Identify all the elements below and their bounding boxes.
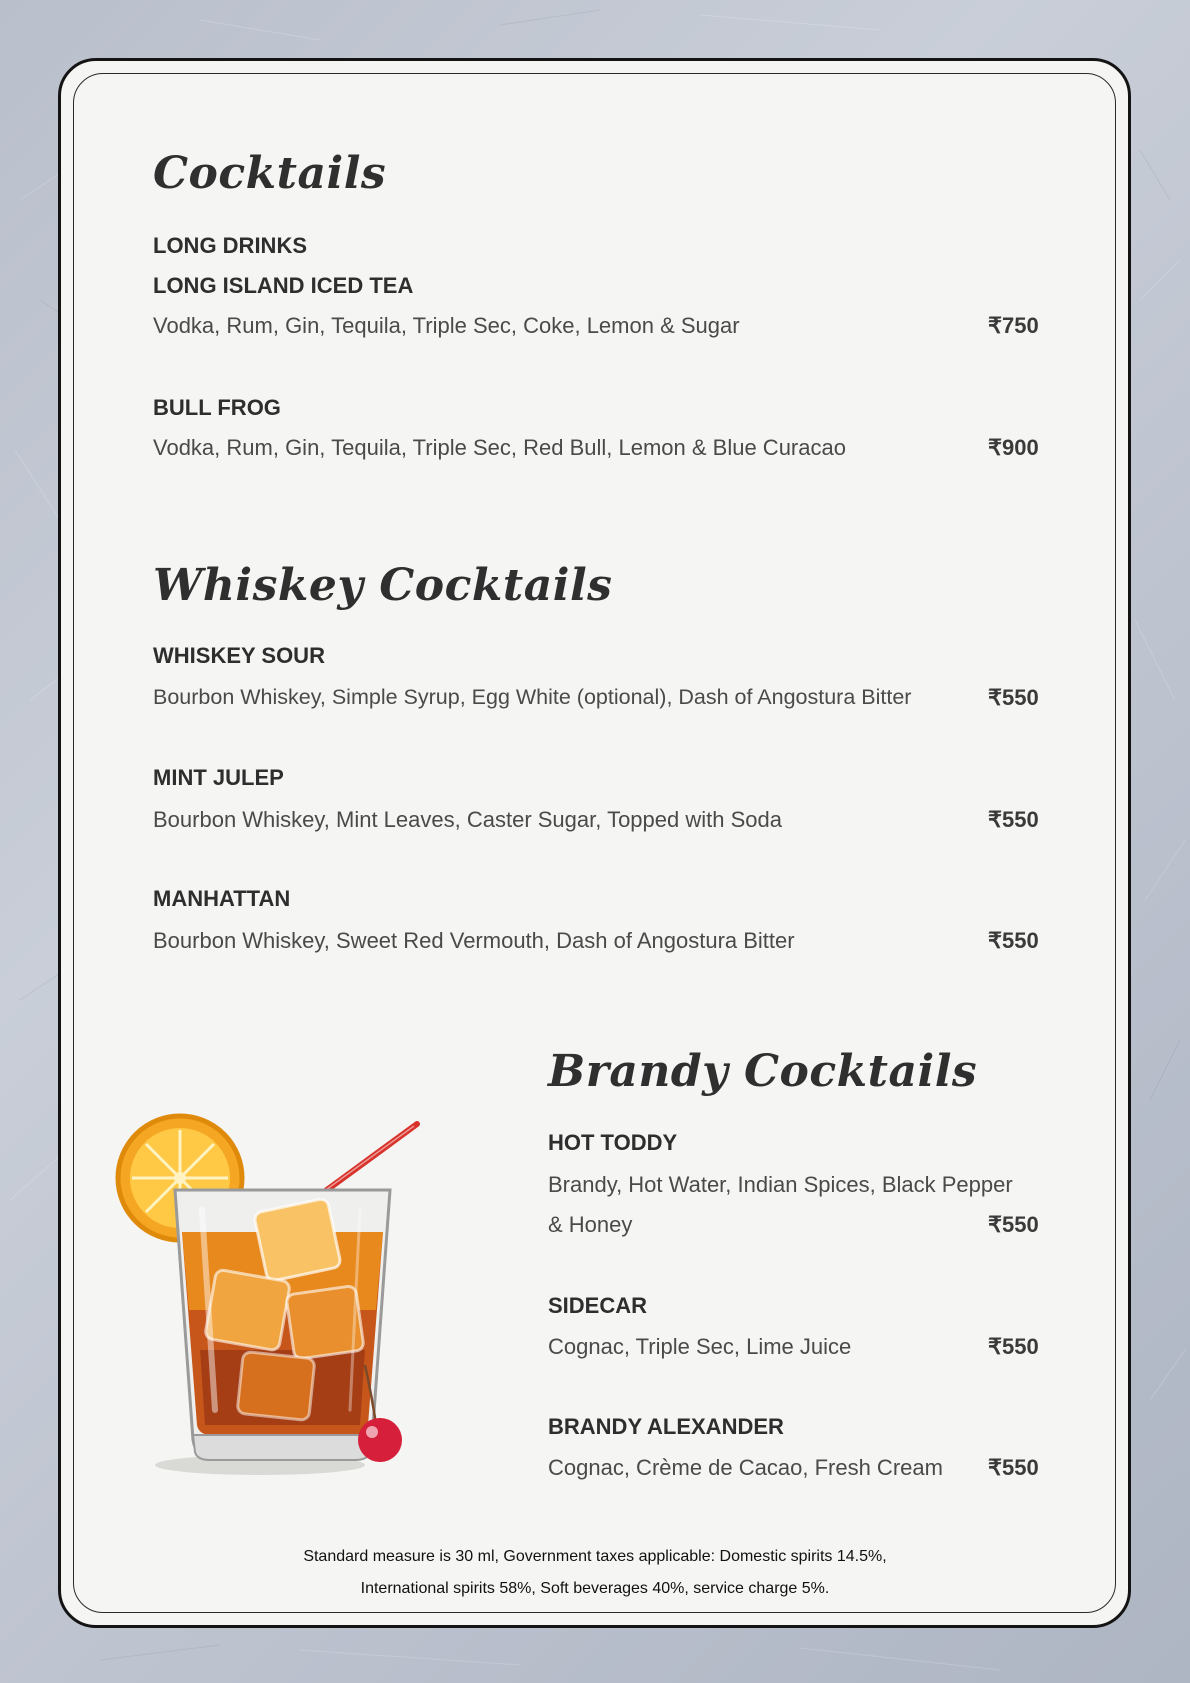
item-description: Bourbon Whiskey, Sweet Red Vermouth, Dash of Angostura Bitter xyxy=(153,928,795,953)
item-description: Cognac, Triple Sec, Lime Juice xyxy=(548,1334,852,1359)
item-name: WHISKEY SOUR xyxy=(153,643,325,668)
item-name: MINT JULEP xyxy=(153,765,284,790)
section-title-cocktails: Cocktails xyxy=(153,148,387,199)
item-description: Vodka, Rum, Gin, Tequila, Triple Sec, Red Bull, Lemon & Blue Curacao xyxy=(153,435,846,460)
section-title-brandy: Brandy Cocktails xyxy=(548,1046,978,1097)
item-name: BULL FROG xyxy=(153,395,281,420)
item-name: BRANDY ALEXANDER xyxy=(548,1414,784,1439)
item-name: HOT TODDY xyxy=(548,1130,678,1155)
item-description: Cognac, Crème de Cacao, Fresh Cream xyxy=(548,1455,943,1480)
item-price: ₹550 xyxy=(988,807,1039,832)
item-price: ₹550 xyxy=(988,1455,1039,1480)
item-price: ₹550 xyxy=(988,928,1039,953)
section-title-whiskey: Whiskey Cocktails xyxy=(153,560,613,611)
item-description: Brandy, Hot Water, Indian Spices, Black Pepper xyxy=(548,1172,1013,1197)
cocktail-glass-icon xyxy=(110,1110,450,1480)
item-price: ₹900 xyxy=(988,435,1039,460)
subheading-long-drinks: LONG DRINKS xyxy=(153,233,307,258)
item-description-continued: & Honey xyxy=(548,1212,633,1237)
footer-note-line-2: International spirits 58%, Soft beverages 40%, service charge 5%. xyxy=(360,1580,830,1597)
item-price: ₹550 xyxy=(988,1334,1039,1359)
item-price: ₹550 xyxy=(988,1212,1039,1237)
footer-note-line-1: Standard measure is 30 ml, Government taxes applicable: Domestic spirits 14.5%, xyxy=(303,1548,887,1565)
item-name: MANHATTAN xyxy=(153,886,291,911)
item-price: ₹750 xyxy=(988,313,1039,338)
item-name: LONG ISLAND ICED TEA xyxy=(153,273,414,298)
item-price: ₹550 xyxy=(988,685,1039,710)
item-description: Bourbon Whiskey, Mint Leaves, Caster Sugar, Topped with Soda xyxy=(153,807,782,832)
item-description: Vodka, Rum, Gin, Tequila, Triple Sec, Coke, Lemon & Sugar xyxy=(153,313,740,338)
item-description: Bourbon Whiskey, Simple Syrup, Egg White (optional), Dash of Angostura Bitter xyxy=(153,685,912,709)
item-name: SIDECAR xyxy=(548,1293,648,1318)
